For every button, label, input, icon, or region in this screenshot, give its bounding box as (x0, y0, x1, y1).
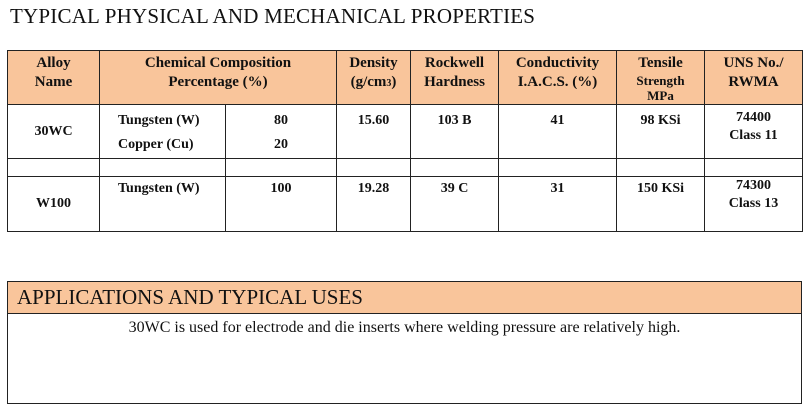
spacer-cell (411, 159, 499, 177)
page-title: TYPICAL PHYSICAL AND MECHANICAL PROPERTIES (10, 4, 536, 28)
hardness-value: 39 C (411, 177, 499, 232)
spacer-cell (617, 159, 705, 177)
header-row (8, 51, 803, 105)
alloy-name: 30WC (8, 105, 100, 159)
header-alloy-name: Alloy Name (8, 51, 100, 105)
uns-value: 74300 Class 13 (705, 177, 803, 232)
header-rockwell-hardness: Rockwell Hardness (411, 51, 499, 105)
spacer-cell (100, 159, 226, 177)
spacer-cell (8, 159, 100, 177)
header-conductivity: Conductivity I.A.C.S. (%) (499, 51, 617, 105)
alloy-name: W100 (8, 177, 100, 232)
properties-table (7, 50, 803, 232)
element-names: Tungsten (W) Copper (Cu) (100, 105, 226, 159)
tensile-value: 150 KSi (617, 177, 705, 232)
table-row-30wc (8, 105, 803, 159)
header-uns-rwma: UNS No./ RWMA (705, 51, 803, 105)
spacer-row (8, 159, 803, 177)
uns-value: 74400 Class 11 (705, 105, 803, 159)
element-percentages: 100 (226, 177, 337, 232)
spacer-cell (337, 159, 411, 177)
table-row-w100 (8, 177, 803, 232)
element-percentages: 80 20 (226, 105, 337, 159)
header-tensile-strength: Tensile Strength MPa (617, 51, 705, 105)
spacer-cell (705, 159, 803, 177)
applications-section (7, 281, 802, 404)
hardness-value: 103 B (411, 105, 499, 159)
conductivity-value: 41 (499, 105, 617, 159)
tensile-value: 98 KSi (617, 105, 705, 159)
header-density: Density (g/cm3) (337, 51, 411, 105)
spacer-cell (226, 159, 337, 177)
density-value: 15.60 (337, 105, 411, 159)
conductivity-value: 31 (499, 177, 617, 232)
spacer-cell (499, 159, 617, 177)
density-value: 19.28 (337, 177, 411, 232)
element-names: Tungsten (W) (100, 177, 226, 232)
applications-heading: APPLICATIONS AND TYPICAL USES (8, 282, 801, 314)
applications-text: 30WC is used for electrode and die inserts where welding pressure are relatively high. (128, 319, 681, 336)
header-chemical-composition: Chemical Composition Percentage (%) (100, 51, 337, 105)
